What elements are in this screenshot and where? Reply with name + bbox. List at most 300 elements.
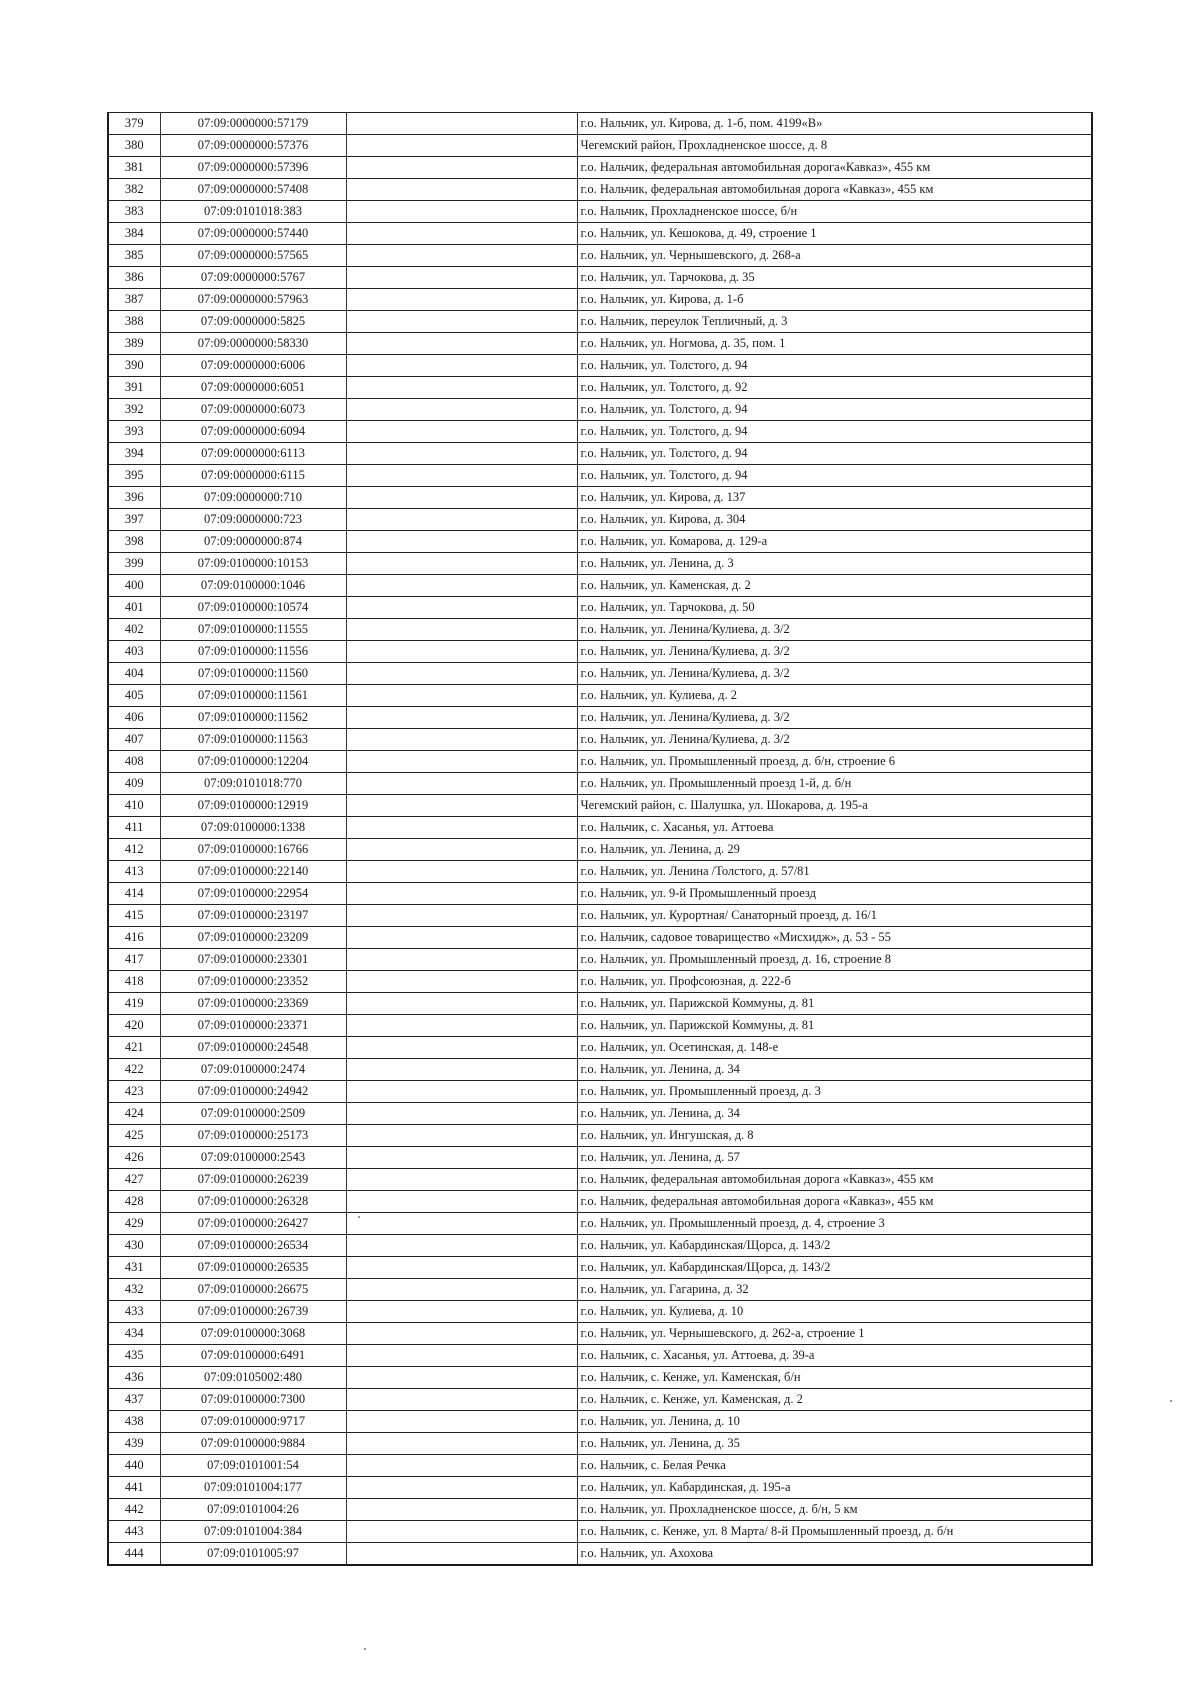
row-number-cell: 390 [108, 355, 160, 377]
row-number-cell: 406 [108, 707, 160, 729]
row-number-cell: 433 [108, 1301, 160, 1323]
address-cell: г.о. Нальчик, с. Кенже, ул. Каменская, б/н [577, 1367, 1092, 1389]
address-cell: г.о. Нальчик, ул. Кабардинская, д. 195-а [577, 1477, 1092, 1499]
table-row [108, 861, 1092, 883]
table-row [108, 157, 1092, 179]
cadastral-number-cell: 07:09:0100000:26239 [160, 1169, 346, 1191]
address-cell: г.о. Нальчик, ул. Тарчокова, д. 35 [577, 267, 1092, 289]
cadastral-number-cell: 07:09:0100000:26328 [160, 1191, 346, 1213]
table-row [108, 1257, 1092, 1279]
row-number-cell: 396 [108, 487, 160, 509]
table-row [108, 1103, 1092, 1125]
row-number-cell: 392 [108, 399, 160, 421]
table-row [108, 1191, 1092, 1213]
row-number-cell: 442 [108, 1499, 160, 1521]
cadastral-number-cell: 07:09:0100000:12919 [160, 795, 346, 817]
cadastral-number-cell: 07:09:0101005:97 [160, 1543, 346, 1566]
cadastral-number-cell: 07:09:0000000:58330 [160, 333, 346, 355]
address-cell: г.о. Нальчик, переулок Тепличный, д. 3 [577, 311, 1092, 333]
empty-cell [346, 201, 577, 223]
row-number-cell: 424 [108, 1103, 160, 1125]
address-cell: г.о. Нальчик, ул. Комарова, д. 129-а [577, 531, 1092, 553]
row-number-cell: 431 [108, 1257, 160, 1279]
table-row [108, 267, 1092, 289]
scan-speck [364, 1648, 366, 1650]
row-number-cell: 382 [108, 179, 160, 201]
table-row [108, 905, 1092, 927]
cadastral-number-cell: 07:09:0100000:12204 [160, 751, 346, 773]
cadastral-number-cell: 07:09:0000000:6094 [160, 421, 346, 443]
table-row [108, 179, 1092, 201]
address-cell: г.о. Нальчик, Прохладненское шоссе, б/н [577, 201, 1092, 223]
empty-cell [346, 509, 577, 531]
address-cell: г.о. Нальчик, с. Белая Речка [577, 1455, 1092, 1477]
row-number-cell: 402 [108, 619, 160, 641]
table-row [108, 553, 1092, 575]
table-row [108, 377, 1092, 399]
row-number-cell: 394 [108, 443, 160, 465]
empty-cell [346, 619, 577, 641]
empty-cell [346, 333, 577, 355]
row-number-cell: 434 [108, 1323, 160, 1345]
cadastral-number-cell: 07:09:0100000:16766 [160, 839, 346, 861]
row-number-cell: 410 [108, 795, 160, 817]
empty-cell [346, 531, 577, 553]
table-row [108, 927, 1092, 949]
row-number-cell: 400 [108, 575, 160, 597]
empty-cell [346, 1367, 577, 1389]
address-cell: г.о. Нальчик, ул. Профсоюзная, д. 222-б [577, 971, 1092, 993]
table-row [108, 443, 1092, 465]
address-cell: г.о. Нальчик, ул. Промышленный проезд 1-й, д. б/н [577, 773, 1092, 795]
address-cell: г.о. Нальчик, федеральная автомобильная дорога «Кавказ», 455 км [577, 179, 1092, 201]
table-row [108, 1499, 1092, 1521]
address-cell: г.о. Нальчик, ул. Осетинская, д. 148-е [577, 1037, 1092, 1059]
cadastral-number-cell: 07:09:0100000:22140 [160, 861, 346, 883]
row-number-cell: 384 [108, 223, 160, 245]
empty-cell [346, 707, 577, 729]
row-number-cell: 436 [108, 1367, 160, 1389]
table-row [108, 135, 1092, 157]
table-row [108, 1235, 1092, 1257]
scan-speck [358, 1216, 360, 1218]
empty-cell [346, 1279, 577, 1301]
empty-cell [346, 487, 577, 509]
cadastral-number-cell: 07:09:0101018:770 [160, 773, 346, 795]
row-number-cell: 403 [108, 641, 160, 663]
row-number-cell: 426 [108, 1147, 160, 1169]
table-row [108, 355, 1092, 377]
table-row [108, 839, 1092, 861]
empty-cell [346, 377, 577, 399]
table-row [108, 223, 1092, 245]
cadastral-number-cell: 07:09:0100000:2509 [160, 1103, 346, 1125]
row-number-cell: 441 [108, 1477, 160, 1499]
address-cell: г.о. Нальчик, ул. Ленина, д. 35 [577, 1433, 1092, 1455]
empty-cell [346, 289, 577, 311]
empty-cell [346, 1433, 577, 1455]
empty-cell [346, 839, 577, 861]
address-cell: г.о. Нальчик, ул. Ногмова, д. 35, пом. 1 [577, 333, 1092, 355]
address-cell: г.о. Нальчик, ул. Ленина/Кулиева, д. 3/2 [577, 641, 1092, 663]
cadastral-number-cell: 07:09:0100000:11556 [160, 641, 346, 663]
table-row [108, 1433, 1092, 1455]
empty-cell [346, 1213, 577, 1235]
row-number-cell: 425 [108, 1125, 160, 1147]
table-row [108, 531, 1092, 553]
cadastral-number-cell: 07:09:0100000:9717 [160, 1411, 346, 1433]
cadastral-number-cell: 07:09:0000000:57408 [160, 179, 346, 201]
address-cell: г.о. Нальчик, садовое товарищество «Мисхидж», д. 53 - 55 [577, 927, 1092, 949]
address-cell: г.о. Нальчик, ул. Кулиева, д. 2 [577, 685, 1092, 707]
address-cell: г.о. Нальчик, федеральная автомобильная дорога«Кавказ», 455 км [577, 157, 1092, 179]
table-row [108, 201, 1092, 223]
address-cell: г.о. Нальчик, с. Кенже, ул. 8 Марта/ 8-й Промышленный проезд, д. б/н [577, 1521, 1092, 1543]
address-cell: г.о. Нальчик, ул. Промышленный проезд, д. б/н, строение 6 [577, 751, 1092, 773]
row-number-cell: 399 [108, 553, 160, 575]
empty-cell [346, 267, 577, 289]
table-row [108, 487, 1092, 509]
row-number-cell: 415 [108, 905, 160, 927]
address-cell: г.о. Нальчик, ул. Ленина/Кулиева, д. 3/2 [577, 619, 1092, 641]
cadastral-number-cell: 07:09:0100000:26427 [160, 1213, 346, 1235]
cadastral-number-cell: 07:09:0100000:26675 [160, 1279, 346, 1301]
empty-cell [346, 399, 577, 421]
address-cell: г.о. Нальчик, ул. Ленина, д. 34 [577, 1103, 1092, 1125]
empty-cell [346, 1389, 577, 1411]
cadastral-number-cell: 07:09:0100000:1338 [160, 817, 346, 839]
table-row [108, 1169, 1092, 1191]
address-cell: г.о. Нальчик, ул. Толстого, д. 94 [577, 443, 1092, 465]
address-cell: г.о. Нальчик, ул. Чернышевского, д. 262-а, строение 1 [577, 1323, 1092, 1345]
row-number-cell: 444 [108, 1543, 160, 1566]
cadastral-number-cell: 07:09:0100000:23369 [160, 993, 346, 1015]
empty-cell [346, 795, 577, 817]
cadastral-number-cell: 07:09:0100000:24942 [160, 1081, 346, 1103]
address-cell: г.о. Нальчик, ул. Ленина/Кулиева, д. 3/2 [577, 663, 1092, 685]
cadastral-number-cell: 07:09:0100000:26535 [160, 1257, 346, 1279]
table-row [108, 245, 1092, 267]
cadastral-number-cell: 07:09:0100000:6491 [160, 1345, 346, 1367]
empty-cell [346, 421, 577, 443]
address-cell: г.о. Нальчик, ул. Ингушская, д. 8 [577, 1125, 1092, 1147]
address-cell: г.о. Нальчик, ул. Кирова, д. 304 [577, 509, 1092, 531]
row-number-cell: 440 [108, 1455, 160, 1477]
empty-cell [346, 1411, 577, 1433]
address-cell: г.о. Нальчик, ул. Парижской Коммуны, д. 81 [577, 993, 1092, 1015]
address-cell: г.о. Нальчик, ул. Кешокова, д. 49, строение 1 [577, 223, 1092, 245]
table-row [108, 1125, 1092, 1147]
cadastral-number-cell: 07:09:0000000:57396 [160, 157, 346, 179]
cadastral-number-cell: 07:09:0000000:874 [160, 531, 346, 553]
cadastral-number-cell: 07:09:0101004:384 [160, 1521, 346, 1543]
cadastral-number-cell: 07:09:0101018:383 [160, 201, 346, 223]
row-number-cell: 435 [108, 1345, 160, 1367]
empty-cell [346, 1301, 577, 1323]
table-row [108, 993, 1092, 1015]
cadastral-number-cell: 07:09:0100000:11561 [160, 685, 346, 707]
cadastral-number-cell: 07:09:0100000:24548 [160, 1037, 346, 1059]
table-row [108, 971, 1092, 993]
row-number-cell: 387 [108, 289, 160, 311]
cadastral-number-cell: 07:09:0105002:480 [160, 1367, 346, 1389]
table-row [108, 1301, 1092, 1323]
address-cell: г.о. Нальчик, ул. Ленина, д. 3 [577, 553, 1092, 575]
empty-cell [346, 1059, 577, 1081]
row-number-cell: 412 [108, 839, 160, 861]
empty-cell [346, 663, 577, 685]
row-number-cell: 407 [108, 729, 160, 751]
cadastral-number-cell: 07:09:0101004:26 [160, 1499, 346, 1521]
table-row [108, 883, 1092, 905]
empty-cell [346, 1147, 577, 1169]
cadastral-number-cell: 07:09:0100000:11562 [160, 707, 346, 729]
row-number-cell: 419 [108, 993, 160, 1015]
table-row [108, 707, 1092, 729]
cadastral-number-cell: 07:09:0000000:57376 [160, 135, 346, 157]
property-registry-table [107, 112, 1093, 1566]
empty-cell [346, 179, 577, 201]
table-row [108, 465, 1092, 487]
empty-cell [346, 113, 577, 135]
empty-cell [346, 861, 577, 883]
table-row [108, 1543, 1092, 1566]
row-number-cell: 398 [108, 531, 160, 553]
address-cell: г.о. Нальчик, ул. Толстого, д. 92 [577, 377, 1092, 399]
address-cell: г.о. Нальчик, ул. Промышленный проезд, д. 3 [577, 1081, 1092, 1103]
empty-cell [346, 465, 577, 487]
address-cell: г.о. Нальчик, ул. Кулиева, д. 10 [577, 1301, 1092, 1323]
address-cell: г.о. Нальчик, федеральная автомобильная дорога «Кавказ», 455 км [577, 1191, 1092, 1213]
table-row [108, 597, 1092, 619]
row-number-cell: 409 [108, 773, 160, 795]
cadastral-number-cell: 07:09:0100000:23197 [160, 905, 346, 927]
row-number-cell: 386 [108, 267, 160, 289]
table-row [108, 619, 1092, 641]
empty-cell [346, 751, 577, 773]
table-row [108, 641, 1092, 663]
empty-cell [346, 355, 577, 377]
row-number-cell: 443 [108, 1521, 160, 1543]
table-row [108, 1323, 1092, 1345]
address-cell: г.о. Нальчик, ул. Ленина/Кулиева, д. 3/2 [577, 707, 1092, 729]
table-row [108, 949, 1092, 971]
empty-cell [346, 685, 577, 707]
address-cell: г.о. Нальчик, ул. Промышленный проезд, д. 16, строение 8 [577, 949, 1092, 971]
cadastral-number-cell: 07:09:0000000:6051 [160, 377, 346, 399]
cadastral-number-cell: 07:09:0100000:10574 [160, 597, 346, 619]
row-number-cell: 437 [108, 1389, 160, 1411]
row-number-cell: 428 [108, 1191, 160, 1213]
address-cell: г.о. Нальчик, ул. Ленина, д. 34 [577, 1059, 1092, 1081]
cadastral-number-cell: 07:09:0100000:26534 [160, 1235, 346, 1257]
row-number-cell: 416 [108, 927, 160, 949]
cadastral-number-cell: 07:09:0000000:57963 [160, 289, 346, 311]
empty-cell [346, 1521, 577, 1543]
empty-cell [346, 1323, 577, 1345]
cadastral-number-cell: 07:09:0100000:22954 [160, 883, 346, 905]
table-row [108, 1389, 1092, 1411]
cadastral-number-cell: 07:09:0100000:23301 [160, 949, 346, 971]
row-number-cell: 380 [108, 135, 160, 157]
address-cell: г.о. Нальчик, ул. Ленина, д. 29 [577, 839, 1092, 861]
cadastral-number-cell: 07:09:0100000:3068 [160, 1323, 346, 1345]
empty-cell [346, 927, 577, 949]
empty-cell [346, 553, 577, 575]
table-row [108, 333, 1092, 355]
row-number-cell: 414 [108, 883, 160, 905]
empty-cell [346, 993, 577, 1015]
table-row [108, 421, 1092, 443]
table-row [108, 1279, 1092, 1301]
empty-cell [346, 223, 577, 245]
row-number-cell: 411 [108, 817, 160, 839]
empty-cell [346, 245, 577, 267]
address-cell: г.о. Нальчик, ул. Кирова, д. 1-б, пом. 4199«В» [577, 113, 1092, 135]
address-cell: г.о. Нальчик, с. Хасанья, ул. Аттоева [577, 817, 1092, 839]
row-number-cell: 397 [108, 509, 160, 531]
row-number-cell: 429 [108, 1213, 160, 1235]
cadastral-number-cell: 07:09:0000000:723 [160, 509, 346, 531]
address-cell: г.о. Нальчик, ул. Парижской Коммуны, д. 81 [577, 1015, 1092, 1037]
table-row [108, 795, 1092, 817]
address-cell: г.о. Нальчик, ул. Ленина, д. 10 [577, 1411, 1092, 1433]
table-row [108, 1037, 1092, 1059]
address-cell: г.о. Нальчик, ул. Ленина/Кулиева, д. 3/2 [577, 729, 1092, 751]
empty-cell [346, 773, 577, 795]
empty-cell [346, 1257, 577, 1279]
row-number-cell: 438 [108, 1411, 160, 1433]
cadastral-number-cell: 07:09:0100000:10153 [160, 553, 346, 575]
cadastral-number-cell: 07:09:0100000:1046 [160, 575, 346, 597]
table-row [108, 1521, 1092, 1543]
cadastral-number-cell: 07:09:0100000:23371 [160, 1015, 346, 1037]
row-number-cell: 383 [108, 201, 160, 223]
empty-cell [346, 641, 577, 663]
table-row [108, 1147, 1092, 1169]
row-number-cell: 393 [108, 421, 160, 443]
address-cell: г.о. Нальчик, ул. Каменская, д. 2 [577, 575, 1092, 597]
table-row [108, 311, 1092, 333]
cadastral-number-cell: 07:09:0100000:23209 [160, 927, 346, 949]
empty-cell [346, 1455, 577, 1477]
row-number-cell: 432 [108, 1279, 160, 1301]
row-number-cell: 389 [108, 333, 160, 355]
cadastral-number-cell: 07:09:0000000:6006 [160, 355, 346, 377]
row-number-cell: 391 [108, 377, 160, 399]
cadastral-number-cell: 07:09:0100000:7300 [160, 1389, 346, 1411]
cadastral-number-cell: 07:09:0100000:11560 [160, 663, 346, 685]
address-cell: г.о. Нальчик, ул. Кабардинская/Щорса, д. 143/2 [577, 1235, 1092, 1257]
empty-cell [346, 135, 577, 157]
cadastral-number-cell: 07:09:0000000:57179 [160, 113, 346, 135]
empty-cell [346, 575, 577, 597]
address-cell: г.о. Нальчик, ул. Кирова, д. 137 [577, 487, 1092, 509]
table-row [108, 751, 1092, 773]
table-row [108, 1213, 1092, 1235]
empty-cell [346, 905, 577, 927]
row-number-cell: 404 [108, 663, 160, 685]
table-row [108, 1015, 1092, 1037]
table-row [108, 1411, 1092, 1433]
cadastral-number-cell: 07:09:0000000:6073 [160, 399, 346, 421]
row-number-cell: 418 [108, 971, 160, 993]
table-row [108, 817, 1092, 839]
row-number-cell: 423 [108, 1081, 160, 1103]
cadastral-number-cell: 07:09:0000000:57565 [160, 245, 346, 267]
row-number-cell: 401 [108, 597, 160, 619]
empty-cell [346, 1037, 577, 1059]
cadastral-number-cell: 07:09:0101004:177 [160, 1477, 346, 1499]
cadastral-number-cell: 07:09:0000000:57440 [160, 223, 346, 245]
address-cell: г.о. Нальчик, ул. Промышленный проезд, д. 4, строение 3 [577, 1213, 1092, 1235]
row-number-cell: 422 [108, 1059, 160, 1081]
empty-cell [346, 1015, 577, 1037]
table-row [108, 729, 1092, 751]
row-number-cell: 417 [108, 949, 160, 971]
address-cell: г.о. Нальчик, с. Кенже, ул. Каменская, д. 2 [577, 1389, 1092, 1411]
row-number-cell: 395 [108, 465, 160, 487]
address-cell: г.о. Нальчик, ул. Толстого, д. 94 [577, 355, 1092, 377]
empty-cell [346, 1103, 577, 1125]
empty-cell [346, 949, 577, 971]
cadastral-number-cell: 07:09:0000000:6113 [160, 443, 346, 465]
cadastral-number-cell: 07:09:0100000:11555 [160, 619, 346, 641]
row-number-cell: 385 [108, 245, 160, 267]
cadastral-number-cell: 07:09:0100000:26739 [160, 1301, 346, 1323]
address-cell: г.о. Нальчик, ул. Кабардинская/Щорса, д. 143/2 [577, 1257, 1092, 1279]
row-number-cell: 413 [108, 861, 160, 883]
table-row [108, 399, 1092, 421]
address-cell: г.о. Нальчик, ул. Ленина, д. 57 [577, 1147, 1092, 1169]
address-cell: г.о. Нальчик, ул. Гагарина, д. 32 [577, 1279, 1092, 1301]
address-cell: г.о. Нальчик, ул. 9-й Промышленный проезд [577, 883, 1092, 905]
empty-cell [346, 1345, 577, 1367]
row-number-cell: 430 [108, 1235, 160, 1257]
address-cell: г.о. Нальчик, ул. Чернышевского, д. 268-а [577, 245, 1092, 267]
cadastral-number-cell: 07:09:0100000:9884 [160, 1433, 346, 1455]
table-row [108, 1367, 1092, 1389]
cadastral-number-cell: 07:09:0100000:2543 [160, 1147, 346, 1169]
cadastral-number-cell: 07:09:0000000:5767 [160, 267, 346, 289]
row-number-cell: 379 [108, 113, 160, 135]
empty-cell [346, 1477, 577, 1499]
table-row [108, 1059, 1092, 1081]
address-cell: г.о. Нальчик, ул. Курортная/ Санаторный проезд, д. 16/1 [577, 905, 1092, 927]
cadastral-number-cell: 07:09:0100000:23352 [160, 971, 346, 993]
row-number-cell: 381 [108, 157, 160, 179]
table-row [108, 113, 1092, 135]
address-cell: г.о. Нальчик, ул. Кирова, д. 1-б [577, 289, 1092, 311]
cadastral-number-cell: 07:09:0100000:11563 [160, 729, 346, 751]
empty-cell [346, 1543, 577, 1566]
empty-cell [346, 1169, 577, 1191]
empty-cell [346, 311, 577, 333]
table-row [108, 685, 1092, 707]
table-row [108, 663, 1092, 685]
row-number-cell: 421 [108, 1037, 160, 1059]
empty-cell [346, 1499, 577, 1521]
cadastral-number-cell: 07:09:0100000:25173 [160, 1125, 346, 1147]
empty-cell [346, 443, 577, 465]
table-row [108, 509, 1092, 531]
cadastral-number-cell: 07:09:0000000:5825 [160, 311, 346, 333]
address-cell: г.о. Нальчик, ул. Толстого, д. 94 [577, 465, 1092, 487]
address-cell: г.о. Нальчик, ул. Толстого, д. 94 [577, 399, 1092, 421]
empty-cell [346, 1235, 577, 1257]
row-number-cell: 427 [108, 1169, 160, 1191]
table-row [108, 1455, 1092, 1477]
